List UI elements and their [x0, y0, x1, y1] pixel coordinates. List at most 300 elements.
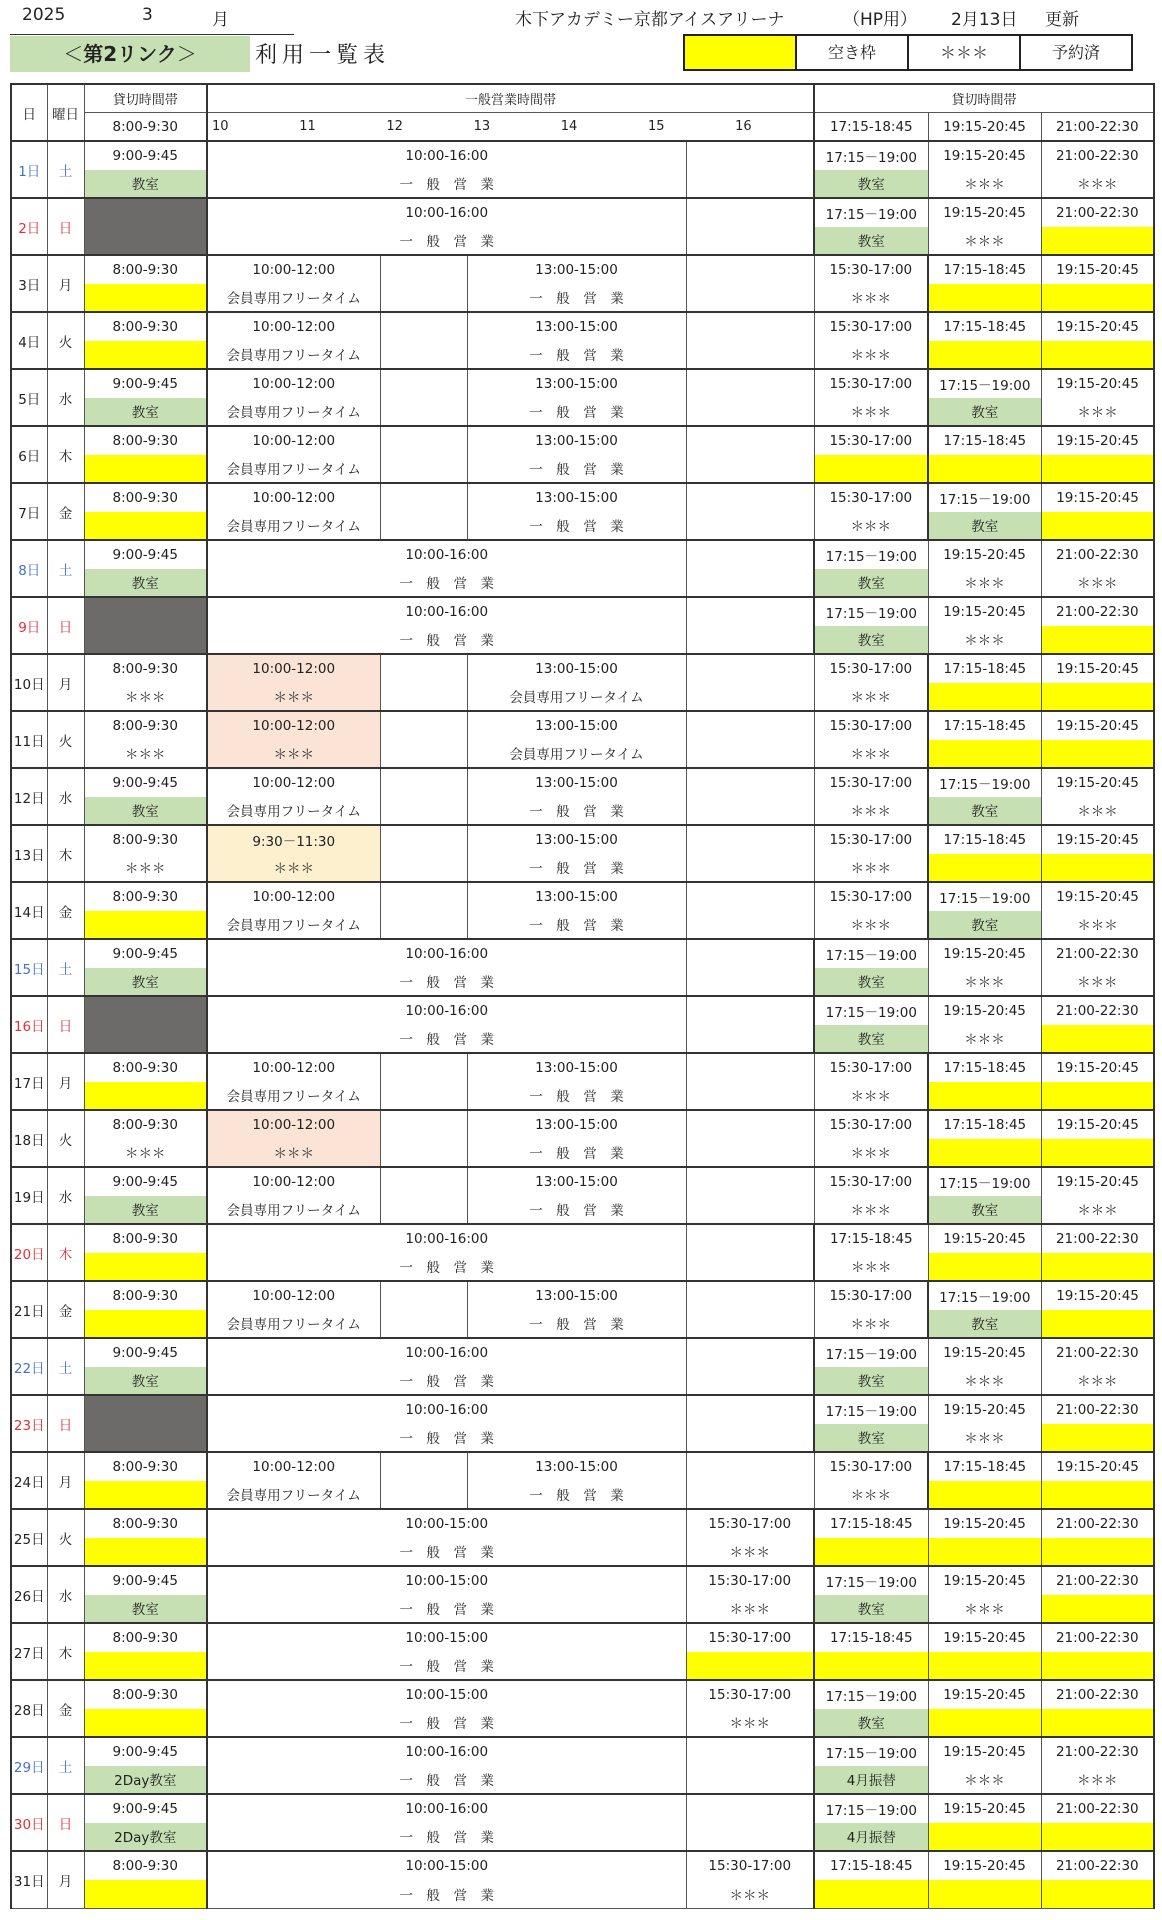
session-b-time: 13:00-15:00 [467, 1053, 686, 1082]
evening-time: 19:15-20:45 [1041, 825, 1154, 854]
session-a-slot: 会員専用フリータイム [207, 1310, 380, 1339]
session-gap [686, 1167, 814, 1224]
session-b-slot: 一 般 営 業 [467, 512, 686, 541]
evening-slot [1041, 1025, 1154, 1054]
table-row-sub [11, 911, 1154, 940]
charter-time: 9:00-9:45 [84, 1566, 207, 1595]
general-ops: 一 般 営 業 [207, 170, 686, 199]
charter-time: 8:00-9:30 [84, 1452, 207, 1481]
header-underline [10, 34, 294, 35]
charter-slot: ＊＊＊ [84, 854, 207, 883]
table-row [11, 1452, 1154, 1481]
evening-slot: 教室 [928, 1310, 1041, 1339]
table-row [11, 1167, 1154, 1196]
evening-slot: ＊＊＊ [1041, 170, 1154, 199]
session-b-time: 13:00-15:00 [467, 654, 686, 683]
table-row-sub [11, 1709, 1154, 1738]
charter-time: 9:00-9:45 [84, 141, 207, 170]
evening-slot: ＊＊＊ [928, 227, 1041, 256]
general-empty [686, 540, 814, 597]
general-time: 10:00-16:00 [207, 1395, 686, 1424]
col-header-evening-3: 21:00-22:30 [1041, 113, 1154, 142]
evening-slot: ＊＊＊ [928, 1367, 1041, 1396]
evening-slot: ＊＊＊ [928, 626, 1041, 655]
charter-time: 9:00-9:45 [84, 369, 207, 398]
hour-tick: 13 [473, 119, 491, 134]
weekday: 水 [47, 1167, 84, 1224]
evening-slot [1041, 626, 1154, 655]
charter-time: 8:00-9:30 [84, 483, 207, 512]
session-d-time: 15:30-17:00 [686, 1509, 814, 1538]
session-d-slot: ＊＊＊ [814, 341, 928, 370]
evening-slot: ＊＊＊ [928, 170, 1041, 199]
evening-time: 19:15-20:45 [928, 597, 1041, 626]
evening-time: 17:15－19:00 [814, 939, 928, 968]
session-b-slot: 一 般 営 業 [467, 797, 686, 826]
evening-time: 19:15-20:45 [1041, 654, 1154, 683]
evening-slot [1041, 1082, 1154, 1111]
table-row-sub [11, 740, 1154, 769]
table-row-sub [11, 341, 1154, 370]
charter-time: 8:00-9:30 [84, 1224, 207, 1253]
evening-time: 19:15-20:45 [928, 1680, 1041, 1709]
evening-time: 19:15-20:45 [928, 1566, 1041, 1595]
evening-time: 17:15－19:00 [814, 1566, 928, 1595]
evening-slot: 4月振替 [814, 1766, 928, 1795]
charter-slot: 教室 [84, 797, 207, 826]
evening-time: 21:00-22:30 [1041, 1509, 1154, 1538]
table-row [11, 1281, 1154, 1310]
table-row [11, 1110, 1154, 1139]
charter-time: 8:00-9:30 [84, 1053, 207, 1082]
evening-slot [1041, 683, 1154, 712]
table-row [11, 1566, 1154, 1595]
legend-stars: ＊＊＊ [907, 34, 1021, 71]
evening-slot [928, 1823, 1041, 1852]
charter-time: 9:00-9:45 [84, 768, 207, 797]
general-time: 10:00-16:00 [207, 141, 686, 170]
table-row-sub [11, 1595, 1154, 1624]
session-gap [686, 1452, 814, 1509]
charter-time: 8:00-9:30 [84, 312, 207, 341]
evening-slot: ＊＊＊ [928, 1595, 1041, 1624]
evening-time: 19:15-20:45 [928, 141, 1041, 170]
session-d-time: 15:30-17:00 [814, 1053, 928, 1082]
general-ops: 一 般 営 業 [207, 1766, 686, 1795]
table-row-sub [11, 512, 1154, 541]
evening-time: 19:15-20:45 [928, 540, 1041, 569]
session-gap [686, 369, 814, 426]
day-number: 29日 [11, 1737, 47, 1794]
table-row [11, 1338, 1154, 1367]
charter-slot: 2Day教室 [84, 1823, 207, 1852]
hour-tick: 14 [560, 119, 578, 134]
col-header-evening-1: 17:15-18:45 [814, 113, 928, 142]
evening-time: 21:00-22:30 [1041, 1851, 1154, 1880]
schedule-table [10, 83, 1155, 1909]
session-d-slot: ＊＊＊ [686, 1880, 814, 1909]
session-b-time: 13:00-15:00 [467, 825, 686, 854]
charter-time: 9:00-9:45 [84, 1338, 207, 1367]
general-time: 10:00-15:00 [207, 1680, 686, 1709]
evening-time: 17:15－19:00 [814, 1395, 928, 1424]
table-row [11, 1851, 1154, 1880]
session-a-time: 10:00-12:00 [207, 369, 380, 398]
legend-empty-slot [683, 34, 797, 71]
session-gap [380, 1281, 467, 1338]
charter-time: 9:00-9:45 [84, 1794, 207, 1823]
evening-slot [1041, 1538, 1154, 1567]
day-number: 3日 [11, 255, 47, 312]
session-a-slot: 会員専用フリータイム [207, 911, 380, 940]
col-header-charter-time: 8:00-9:30 [84, 113, 207, 142]
table-row [11, 426, 1154, 455]
general-empty [686, 1338, 814, 1395]
session-a-time: 10:00-12:00 [207, 312, 380, 341]
session-d-slot: ＊＊＊ [686, 1538, 814, 1567]
weekday: 木 [47, 426, 84, 483]
general-ops: 一 般 営 業 [207, 1880, 686, 1909]
general-time: 10:00-16:00 [207, 1224, 686, 1253]
session-gap [686, 1053, 814, 1110]
session-a-time: 10:00-12:00 [207, 1167, 380, 1196]
weekday: 金 [47, 483, 84, 540]
session-d-time: 15:30-17:00 [814, 1110, 928, 1139]
session-d-time: 15:30-17:00 [814, 312, 928, 341]
day-number: 22日 [11, 1338, 47, 1395]
session-b-slot: 一 般 営 業 [467, 911, 686, 940]
day-number: 5日 [11, 369, 47, 426]
charter-slot: 教室 [84, 1595, 207, 1624]
session-b-slot: 一 般 営 業 [467, 1139, 686, 1168]
evening-time: 17:15－19:00 [928, 1167, 1041, 1196]
hour-tick: 12 [386, 119, 403, 134]
rink-label: ＜第2リンク＞ [10, 36, 250, 72]
session-b-time: 13:00-15:00 [467, 369, 686, 398]
session-d-time: 15:30-17:00 [814, 1167, 928, 1196]
general-ops: 一 般 営 業 [207, 1652, 686, 1681]
evening-time: 17:15-18:45 [814, 1623, 928, 1652]
evening-time: 17:15－19:00 [928, 483, 1041, 512]
evening-time: 17:15-18:45 [928, 312, 1041, 341]
session-b-slot: 一 般 営 業 [467, 398, 686, 427]
evening-slot [1041, 512, 1154, 541]
hour-tick: 16 [735, 119, 752, 134]
session-b-slot: 一 般 営 業 [467, 284, 686, 313]
evening-slot: ＊＊＊ [928, 968, 1041, 997]
evening-time: 21:00-22:30 [1041, 939, 1154, 968]
day-number: 23日 [11, 1395, 47, 1452]
evening-time: 17:15－19:00 [928, 768, 1041, 797]
evening-slot [1041, 341, 1154, 370]
evening-time: 21:00-22:30 [1041, 141, 1154, 170]
evening-time: 19:15-20:45 [1041, 711, 1154, 740]
evening-time: 19:15-20:45 [1041, 1110, 1154, 1139]
table-row [11, 369, 1154, 398]
general-time: 10:00-16:00 [207, 597, 686, 626]
general-time: 10:00-15:00 [207, 1851, 686, 1880]
weekday: 金 [47, 882, 84, 939]
evening-slot: ＊＊＊ [1041, 797, 1154, 826]
table-row-sub [11, 455, 1154, 484]
day-number: 30日 [11, 1794, 47, 1851]
session-b-slot: 一 般 営 業 [467, 854, 686, 883]
session-d-time: 15:30-17:00 [814, 483, 928, 512]
table-row-sub [11, 968, 1154, 997]
col-header-general: 一般営業時間帯 [207, 84, 814, 113]
evening-time: 17:15－19:00 [928, 1281, 1041, 1310]
evening-time: 19:15-20:45 [928, 1338, 1041, 1367]
session-b-slot: 一 般 営 業 [467, 455, 686, 484]
year: 2025 [22, 5, 66, 25]
evening-slot: 教室 [928, 1196, 1041, 1225]
legend-available: 空き枠 [795, 34, 909, 71]
session-gap [380, 426, 467, 483]
session-b-slot: 一 般 営 業 [467, 1196, 686, 1225]
session-d-time: 15:30-17:00 [686, 1851, 814, 1880]
evening-time: 17:15－19:00 [814, 198, 928, 227]
evening-slot [928, 1139, 1041, 1168]
session-d-slot [814, 455, 928, 484]
day-number: 11日 [11, 711, 47, 768]
general-time: 10:00-16:00 [207, 1338, 686, 1367]
day-number: 25日 [11, 1509, 47, 1566]
general-empty [686, 141, 814, 198]
session-d-slot: ＊＊＊ [814, 284, 928, 313]
evening-time: 21:00-22:30 [1041, 1737, 1154, 1766]
general-empty [686, 939, 814, 996]
general-time: 10:00-16:00 [207, 939, 686, 968]
general-empty [686, 198, 814, 255]
session-d-slot: ＊＊＊ [814, 797, 928, 826]
updated-date: 2月13日 [951, 10, 1018, 30]
month: 3 [142, 5, 153, 25]
hour-tick: 10 [212, 119, 229, 134]
evening-slot [1041, 1310, 1154, 1339]
session-d-slot: ＊＊＊ [814, 1196, 928, 1225]
general-time: 10:00-16:00 [207, 198, 686, 227]
table-row [11, 1737, 1154, 1766]
evening-slot [928, 740, 1041, 769]
evening-slot [928, 1880, 1041, 1909]
evening-slot [928, 1538, 1041, 1567]
evening-slot: ＊＊＊ [1041, 1367, 1154, 1396]
session-gap [686, 1281, 814, 1338]
charter-time: 8:00-9:30 [84, 825, 207, 854]
charter-slot: 教室 [84, 398, 207, 427]
evening-time: 21:00-22:30 [1041, 996, 1154, 1025]
table-row-sub [11, 1652, 1154, 1681]
evening-time: 17:15－19:00 [814, 1680, 928, 1709]
evening-time: 17:15－19:00 [814, 141, 928, 170]
evening-slot [928, 1082, 1041, 1111]
session-a-time: 10:00-12:00 [207, 1452, 380, 1481]
charter-slot [84, 1481, 207, 1510]
evening-slot: 教室 [928, 398, 1041, 427]
col-header-weekday: 曜日 [47, 84, 84, 141]
evening-slot: 教室 [814, 569, 928, 598]
evening-time: 21:00-22:30 [1041, 1566, 1154, 1595]
legend-booked: 予約済 [1019, 34, 1133, 71]
day-number: 31日 [11, 1851, 47, 1908]
weekday: 水 [47, 369, 84, 426]
table-row-sub [11, 569, 1154, 598]
evening-time: 19:15-20:45 [928, 1224, 1041, 1253]
evening-slot [1041, 284, 1154, 313]
rink-name: 第2リンク [83, 42, 177, 66]
weekday: 日 [47, 1794, 84, 1851]
charter-slot [84, 1880, 207, 1909]
charter-slot [84, 1652, 207, 1681]
session-a-slot: 会員専用フリータイム [207, 341, 380, 370]
session-gap [686, 711, 814, 768]
table-row [11, 939, 1154, 968]
session-b-time: 13:00-15:00 [467, 768, 686, 797]
hour-ticks [207, 113, 814, 142]
weekday: 木 [47, 1224, 84, 1281]
evening-slot [928, 341, 1041, 370]
session-a-time: 10:00-12:00 [207, 255, 380, 284]
session-a-slot: 会員専用フリータイム [207, 797, 380, 826]
evening-slot: 教室 [814, 968, 928, 997]
evening-time: 21:00-22:30 [1041, 1338, 1154, 1367]
evening-time: 17:15-18:45 [814, 1851, 928, 1880]
session-d-slot: ＊＊＊ [814, 854, 928, 883]
general-ops: 一 般 営 業 [207, 1595, 686, 1624]
charter-slot: ＊＊＊ [84, 1139, 207, 1168]
day-number: 27日 [11, 1623, 47, 1680]
table-row [11, 141, 1154, 170]
day-number: 20日 [11, 1224, 47, 1281]
evening-time: 17:15-18:45 [928, 255, 1041, 284]
table-row [11, 1053, 1154, 1082]
session-d-slot: ＊＊＊ [814, 1139, 928, 1168]
evening-time: 19:15-20:45 [1041, 1167, 1154, 1196]
session-a-time: 10:00-12:00 [207, 483, 380, 512]
evening-slot [1041, 740, 1154, 769]
session-d-slot: ＊＊＊ [814, 1082, 928, 1111]
session-a-time: 10:00-12:00 [207, 1053, 380, 1082]
day-number: 1日 [11, 141, 47, 198]
session-gap [686, 426, 814, 483]
day-number: 7日 [11, 483, 47, 540]
table-row [11, 825, 1154, 854]
evening-time: 17:15-18:45 [928, 1053, 1041, 1082]
day-number: 13日 [11, 825, 47, 882]
evening-time: 17:15-18:45 [814, 1509, 928, 1538]
session-gap [380, 654, 467, 711]
charter-time: 9:00-9:45 [84, 939, 207, 968]
table-row [11, 312, 1154, 341]
evening-time: 17:15－19:00 [814, 1338, 928, 1367]
session-b-time: 13:00-15:00 [467, 1281, 686, 1310]
session-b-time: 13:00-15:00 [467, 1110, 686, 1139]
day-number: 4日 [11, 312, 47, 369]
charter-time: 9:00-9:45 [84, 540, 207, 569]
day-number: 14日 [11, 882, 47, 939]
general-time: 10:00-16:00 [207, 996, 686, 1025]
weekday: 月 [47, 1851, 84, 1908]
general-ops: 一 般 営 業 [207, 1538, 686, 1567]
table-row [11, 1623, 1154, 1652]
facility-name: 木下アカデミー京都アイスアリーナ [515, 10, 785, 30]
general-ops: 一 般 営 業 [207, 1367, 686, 1396]
table-row-sub [11, 1310, 1154, 1339]
general-time: 10:00-15:00 [207, 1566, 686, 1595]
session-gap [380, 1053, 467, 1110]
session-b-time: 13:00-15:00 [467, 1452, 686, 1481]
session-gap [380, 825, 467, 882]
session-b-slot: 一 般 営 業 [467, 341, 686, 370]
table-row-sub [11, 1253, 1154, 1282]
charter-slot [84, 1082, 207, 1111]
evening-slot [1041, 1652, 1154, 1681]
evening-slot [1041, 455, 1154, 484]
session-d-time: 15:30-17:00 [686, 1623, 814, 1652]
session-a-slot: ＊＊＊ [207, 683, 380, 712]
general-time: 10:00-15:00 [207, 1509, 686, 1538]
session-gap [686, 882, 814, 939]
general-ops: 一 般 営 業 [207, 1709, 686, 1738]
session-gap [380, 312, 467, 369]
charter-slot [84, 341, 207, 370]
session-gap [686, 768, 814, 825]
session-gap [380, 483, 467, 540]
general-empty [686, 597, 814, 654]
evening-slot: ＊＊＊ [928, 1424, 1041, 1453]
charter-closed [84, 198, 207, 255]
session-gap [380, 1110, 467, 1167]
session-b-slot: 一 般 営 業 [467, 1310, 686, 1339]
charter-closed [84, 597, 207, 654]
table-row [11, 198, 1154, 227]
evening-slot: 教室 [814, 626, 928, 655]
charter-time: 9:00-9:45 [84, 1737, 207, 1766]
general-ops: 一 般 営 業 [207, 1424, 686, 1453]
evening-time: 19:15-20:45 [1041, 426, 1154, 455]
session-d-time: 15:30-17:00 [814, 768, 928, 797]
session-a-time: 10:00-12:00 [207, 654, 380, 683]
legend [683, 34, 1133, 71]
table-row-sub [11, 1196, 1154, 1225]
evening-slot: ＊＊＊ [1041, 398, 1154, 427]
session-a-slot: 会員専用フリータイム [207, 455, 380, 484]
session-a-slot: 会員専用フリータイム [207, 398, 380, 427]
evening-time: 19:15-20:45 [928, 996, 1041, 1025]
general-empty [686, 1224, 814, 1281]
evening-slot [928, 284, 1041, 313]
session-d-slot [686, 1652, 814, 1681]
month-unit: 月 [212, 10, 229, 30]
weekday: 木 [47, 1623, 84, 1680]
evening-time: 17:15-18:45 [928, 1110, 1041, 1139]
weekday: 月 [47, 255, 84, 312]
evening-slot: ＊＊＊ [1041, 569, 1154, 598]
session-b-slot: 一 般 営 業 [467, 1082, 686, 1111]
table-row-sub [11, 1538, 1154, 1567]
evening-time: 19:15-20:45 [928, 939, 1041, 968]
charter-slot [84, 911, 207, 940]
charter-time: 8:00-9:30 [84, 1623, 207, 1652]
session-d-time: 15:30-17:00 [814, 1281, 928, 1310]
evening-slot: ＊＊＊ [1041, 1196, 1154, 1225]
evening-slot [814, 1880, 928, 1909]
table-row [11, 1680, 1154, 1709]
evening-time: 21:00-22:30 [1041, 540, 1154, 569]
evening-slot [928, 1652, 1041, 1681]
evening-slot: ＊＊＊ [928, 1025, 1041, 1054]
evening-slot: 教室 [814, 1595, 928, 1624]
